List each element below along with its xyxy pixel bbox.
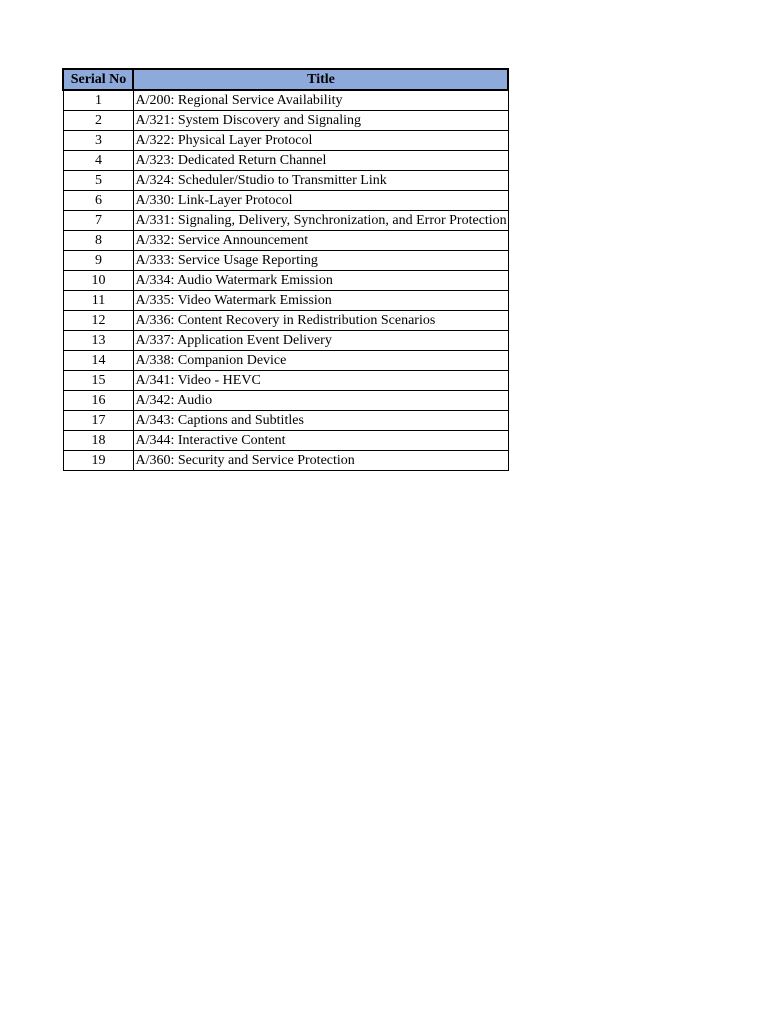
title-cell: A/336: Content Recovery in Redistribution Scenarios — [133, 311, 508, 331]
title-cell: A/337: Application Event Delivery — [133, 331, 508, 351]
title-cell: A/333: Service Usage Reporting — [133, 251, 508, 271]
serial-no-cell: 3 — [63, 131, 133, 151]
table-row — [63, 371, 508, 391]
spreadsheet-area — [62, 68, 507, 471]
table-body — [63, 90, 508, 471]
serial-no-cell: 15 — [63, 371, 133, 391]
serial-no-cell: 12 — [63, 311, 133, 331]
title-cell: A/200: Regional Service Availability — [133, 90, 508, 111]
serial-no-cell: 17 — [63, 411, 133, 431]
column-header-serial-no: Serial No — [63, 69, 133, 90]
title-cell: A/338: Companion Device — [133, 351, 508, 371]
table-row — [63, 431, 508, 451]
table-row — [63, 331, 508, 351]
serial-no-cell: 16 — [63, 391, 133, 411]
serial-no-cell: 5 — [63, 171, 133, 191]
title-cell: A/341: Video - HEVC — [133, 371, 508, 391]
title-cell: A/324: Scheduler/Studio to Transmitter Link — [133, 171, 508, 191]
title-cell: A/335: Video Watermark Emission — [133, 291, 508, 311]
table-row — [63, 411, 508, 431]
serial-no-cell: 19 — [63, 451, 133, 471]
title-cell: A/330: Link-Layer Protocol — [133, 191, 508, 211]
table-header-row — [63, 69, 508, 90]
serial-no-cell: 14 — [63, 351, 133, 371]
serial-no-cell: 1 — [63, 90, 133, 111]
table-row — [63, 211, 508, 231]
table-row — [63, 171, 508, 191]
table-row — [63, 271, 508, 291]
title-cell: A/323: Dedicated Return Channel — [133, 151, 508, 171]
title-cell: A/360: Security and Service Protection — [133, 451, 508, 471]
title-cell: A/322: Physical Layer Protocol — [133, 131, 508, 151]
serial-no-cell: 13 — [63, 331, 133, 351]
serial-no-cell: 18 — [63, 431, 133, 451]
column-header-title: Title — [133, 69, 508, 90]
title-cell: A/332: Service Announcement — [133, 231, 508, 251]
serial-no-cell: 8 — [63, 231, 133, 251]
title-cell: A/334: Audio Watermark Emission — [133, 271, 508, 291]
table-row — [63, 90, 508, 111]
table-row — [63, 351, 508, 371]
table-row — [63, 191, 508, 211]
title-cell: A/331: Signaling, Delivery, Synchronization, and Error Protection — [133, 211, 508, 231]
title-cell: A/343: Captions and Subtitles — [133, 411, 508, 431]
serial-no-cell: 2 — [63, 111, 133, 131]
title-cell: A/342: Audio — [133, 391, 508, 411]
serial-no-cell: 11 — [63, 291, 133, 311]
table-row — [63, 131, 508, 151]
table-row — [63, 151, 508, 171]
serial-no-cell: 7 — [63, 211, 133, 231]
table-row — [63, 311, 508, 331]
title-cell: A/344: Interactive Content — [133, 431, 508, 451]
table-row — [63, 231, 508, 251]
serial-no-cell: 10 — [63, 271, 133, 291]
table-row — [63, 291, 508, 311]
serial-no-cell: 6 — [63, 191, 133, 211]
standards-table — [62, 68, 509, 471]
table-row — [63, 251, 508, 271]
table-row — [63, 391, 508, 411]
title-cell: A/321: System Discovery and Signaling — [133, 111, 508, 131]
serial-no-cell: 9 — [63, 251, 133, 271]
table-row — [63, 451, 508, 471]
serial-no-cell: 4 — [63, 151, 133, 171]
table-row — [63, 111, 508, 131]
